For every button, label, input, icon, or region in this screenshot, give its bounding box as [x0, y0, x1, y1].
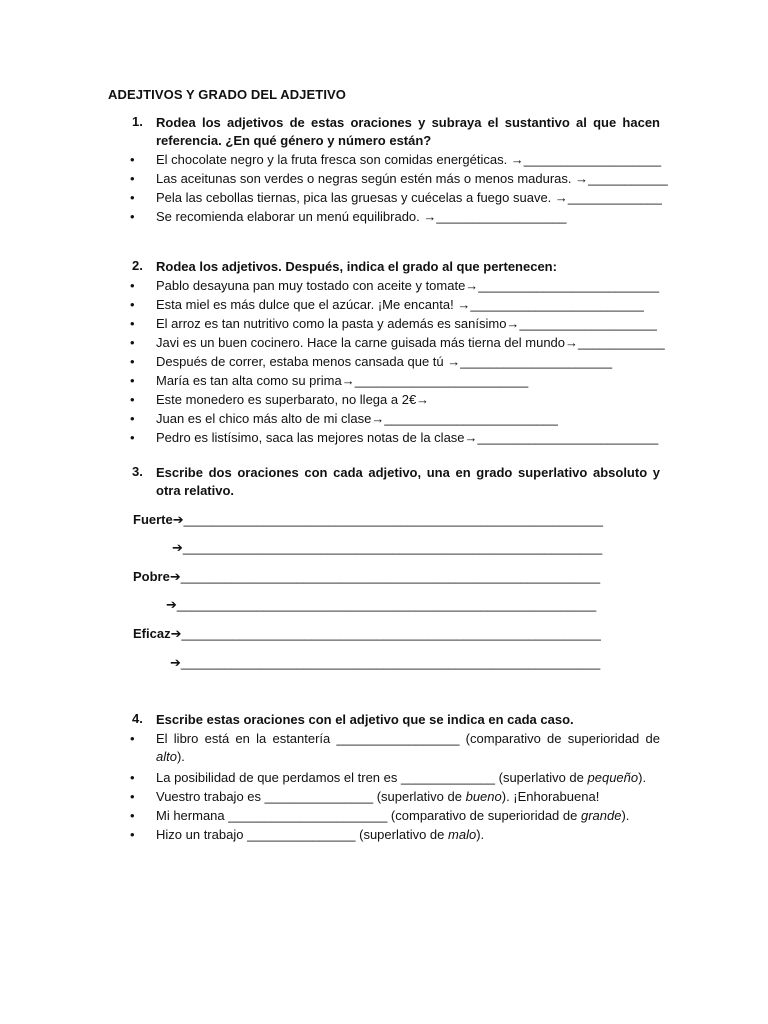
list-item: • Después de correr, estaba menos cansada que tú →_____________________: [130, 354, 613, 369]
fuerte-line-1: [133, 512, 603, 528]
list-item: • El arroz es tan nutritivo como la pasta y además es sanísimo→___________________: [130, 316, 657, 331]
list-item: • Este monedero es superbarato, no llega a 2€→: [130, 392, 430, 407]
answer-blank[interactable]: ____________: [578, 335, 665, 350]
list-item: • Pela las cebollas tiernas, pica las gruesas y cuécelas a fuego suave. →_____________: [130, 190, 662, 205]
question-2-number: 2.: [132, 258, 143, 273]
question-2-list: [108, 276, 665, 447]
answer-blank[interactable]: ________________________: [384, 411, 558, 426]
list-item: • Mi hermana ______________________ (comparativo de superioridad de grande).: [130, 808, 630, 823]
arrow-icon: ➔: [170, 626, 182, 641]
question-1-number: 1.: [132, 114, 143, 129]
list-item: • Juan es el chico más alto de mi clase→________________________: [130, 411, 558, 426]
adjective-label: Pobre: [133, 569, 170, 584]
question-4-text: Escribe estas oraciones con el adjetivo que se indica en cada caso.: [156, 712, 574, 727]
answer-blank[interactable]: _______________: [264, 789, 374, 804]
bullet-icon: •: [130, 171, 135, 186]
answer-blank[interactable]: __________________________________________________________: [180, 569, 601, 584]
answer-blank[interactable]: ___________: [588, 171, 668, 186]
answer-blank[interactable]: _________________: [336, 731, 460, 746]
bullet-icon: •: [130, 770, 135, 785]
pobre-line-1: [133, 569, 600, 585]
answer-blank[interactable]: ___________________: [519, 316, 657, 331]
question-2-text: Rodea los adjetivos. Después, indica el grado al que pertenecen:: [156, 259, 557, 274]
list-item: • Pedro es listísimo, saca las mejores notas de la clase→_________________________: [130, 430, 659, 445]
arrow-icon: ➔: [172, 540, 183, 555]
bullet-icon: •: [130, 827, 135, 842]
bullet-icon: •: [130, 789, 135, 804]
bullet-icon: •: [130, 335, 135, 350]
list-item: • Javi es un buen cocinero. Hace la carne guisada más tierna del mundo→____________: [130, 335, 665, 350]
question-3-text: Escribe dos oraciones con cada adjetivo, una en grado superlativo absoluto y otra relativo.: [156, 465, 660, 498]
answer-blank[interactable]: _____________: [401, 770, 495, 785]
bullet-icon: •: [130, 373, 135, 388]
eficaz-line-2: [170, 655, 600, 671]
answer-blank[interactable]: ___________________: [523, 152, 662, 167]
bullet-icon: •: [130, 297, 135, 312]
question-1: [108, 114, 660, 150]
fuerte-line-2: [172, 540, 602, 556]
arrow-icon: ➔: [170, 655, 181, 670]
adjective-label: Eficaz: [133, 626, 171, 641]
question-4-number: 4.: [132, 711, 143, 726]
list-item: • El libro está en la estantería _________________ (comparativo de superioridad de alto).: [130, 731, 660, 764]
bullet-icon: •: [130, 392, 135, 407]
bullet-icon: •: [130, 152, 135, 167]
worksheet-title: ADEJTIVOS Y GRADO DEL ADJETIVO: [108, 87, 347, 102]
arrow-icon: ➔: [169, 569, 181, 584]
list-item: • Las aceitunas son verdes o negras según estén más o menos maduras. →___________: [130, 171, 668, 186]
pobre-line-2: [166, 597, 596, 613]
question-4-list: [108, 730, 660, 844]
answer-blank[interactable]: __________________________________________________________: [180, 655, 601, 670]
bullet-icon: •: [130, 190, 135, 205]
answer-blank[interactable]: __________________: [436, 209, 567, 224]
adjective-label: Fuerte: [133, 512, 173, 527]
answer-blank[interactable]: ______________________: [228, 808, 388, 823]
list-item: • El chocolate negro y la fruta fresca son comidas energéticas. →___________________: [130, 152, 662, 167]
arrow-icon: ➔: [172, 512, 184, 527]
bullet-icon: •: [130, 731, 135, 746]
question-3-number: 3.: [132, 464, 143, 479]
answer-blank[interactable]: __________________________________________________________: [182, 540, 603, 555]
list-item: • Hizo un trabajo _______________ (superlativo de malo).: [130, 827, 485, 842]
arrow-icon: ➔: [166, 597, 177, 612]
list-item: • Esta miel es más dulce que el azúcar. ¡Me encanta! →________________________: [130, 297, 644, 312]
answer-blank[interactable]: _____________: [567, 190, 662, 205]
answer-blank[interactable]: _______________: [247, 827, 356, 842]
bullet-icon: •: [130, 278, 135, 293]
list-item: • Vuestro trabajo es _______________ (superlativo de bueno). ¡Enhorabuena!: [130, 789, 600, 804]
answer-blank[interactable]: __________________________________________________________: [176, 597, 597, 612]
list-item: • Pablo desayuna pan muy tostado con aceite y tomate→_________________________: [130, 278, 660, 293]
eficaz-line-1: [133, 626, 601, 642]
answer-blank[interactable]: _________________________: [478, 278, 660, 293]
question-4: [108, 711, 660, 729]
question-1-text: Rodea los adjetivos de estas oraciones y subraya el sustantivo al que hacen referencia. ¿En qué género y número están?: [156, 115, 660, 148]
list-item: • Se recomienda elaborar un menú equilibrado. →__________________: [130, 209, 567, 224]
bullet-icon: •: [130, 808, 135, 823]
bullet-icon: •: [130, 354, 135, 369]
answer-blank[interactable]: ________________________: [354, 373, 529, 388]
bullet-icon: •: [130, 430, 135, 445]
question-1-list: [108, 150, 668, 226]
question-3: [108, 464, 660, 500]
bullet-icon: •: [130, 316, 135, 331]
answer-blank[interactable]: _________________________: [477, 430, 659, 445]
answer-blank[interactable]: ________________________: [470, 297, 644, 312]
question-2: [108, 258, 660, 276]
bullet-icon: •: [130, 209, 135, 224]
list-item: • María es tan alta como su prima→________________________: [130, 373, 529, 388]
bullet-icon: •: [130, 411, 135, 426]
list-item: • La posibilidad de que perdamos el tren es _____________ (superlativo de pequeño).: [130, 770, 647, 785]
answer-blank[interactable]: __________________________________________________________: [181, 626, 601, 641]
answer-blank[interactable]: __________________________________________________________: [183, 512, 603, 527]
answer-blank[interactable]: _____________________: [460, 354, 613, 369]
